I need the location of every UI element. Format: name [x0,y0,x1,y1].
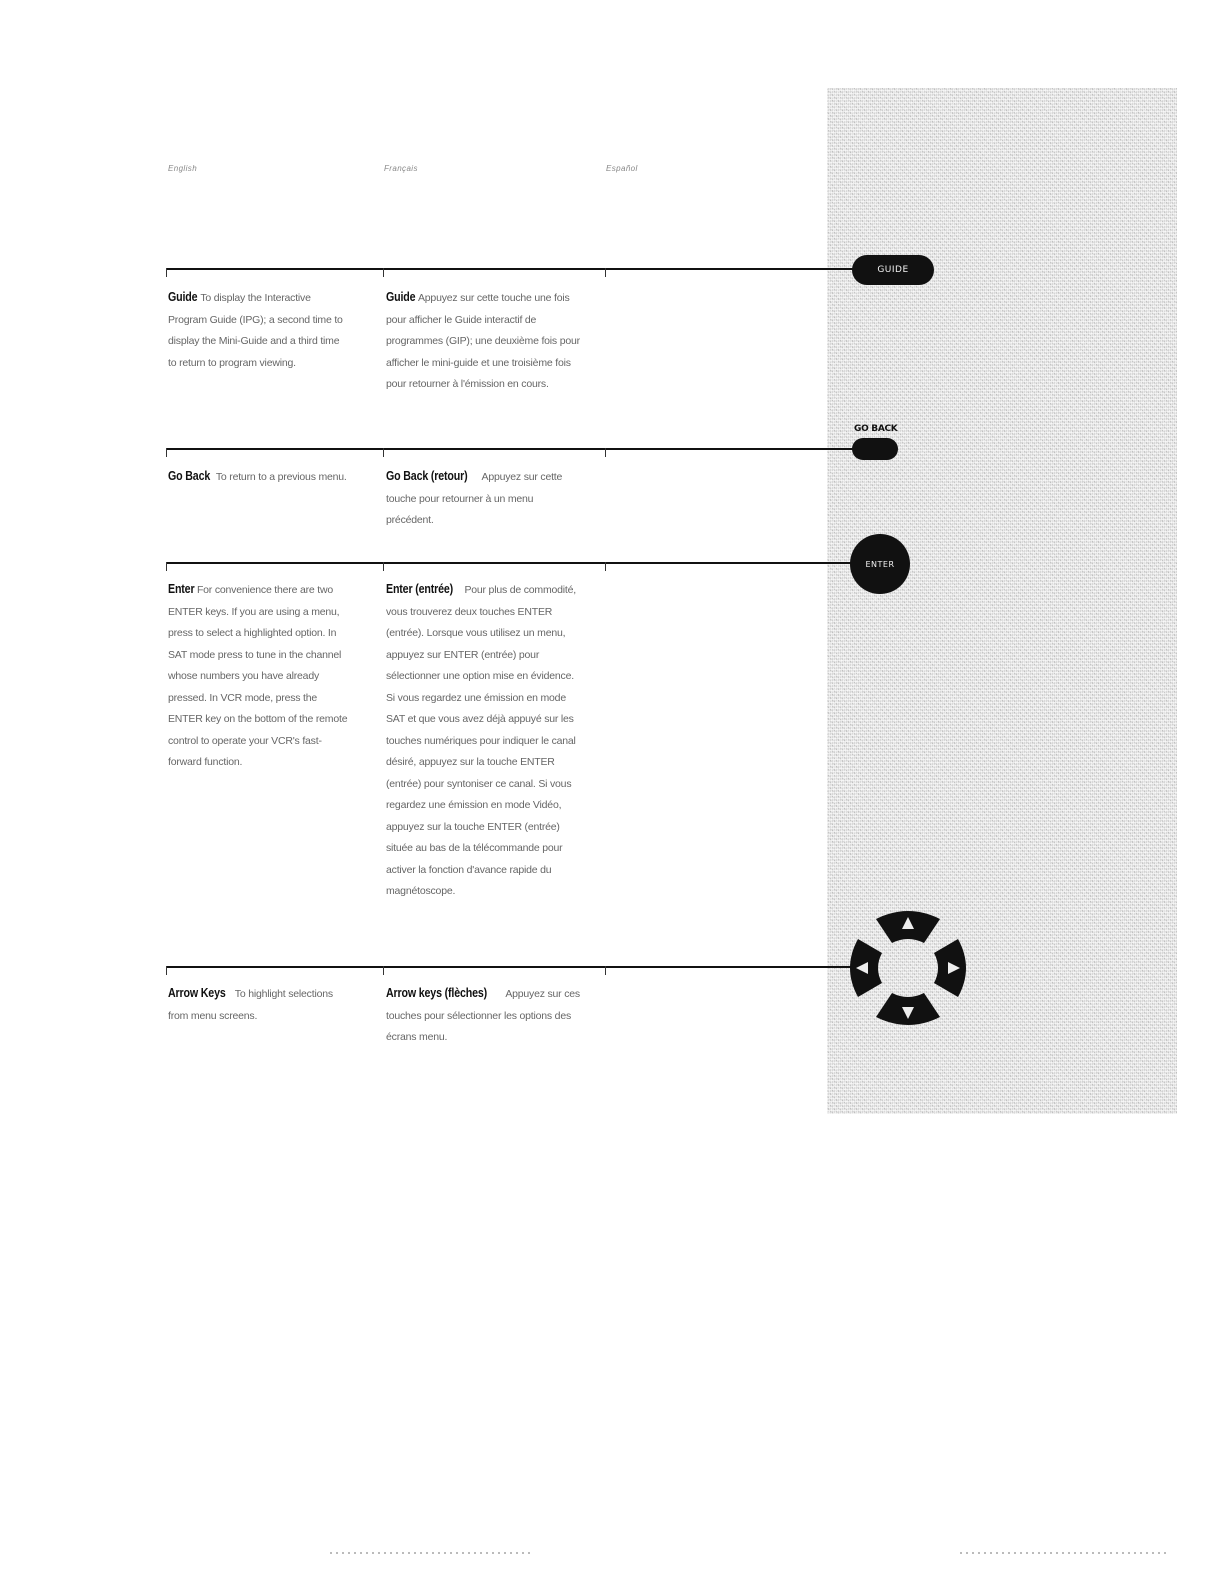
tick-mark [605,268,606,277]
tick-mark [166,966,167,975]
divider-enter [166,562,856,564]
entry-arrow-keys-french [386,982,582,1049]
entry-title: Guide [386,289,416,304]
entry-enter-english [168,578,354,774]
tick-mark [605,562,606,571]
entry-title: Enter [168,581,195,596]
go-back-button-label: GO BACK [854,424,898,434]
scan-artifact [960,1552,1170,1554]
entry-title: Go Back (retour) [386,468,468,483]
arrow-up-key[interactable] [876,911,940,943]
column-header-french: Français [384,164,418,173]
arrow-keys-dpad [848,909,968,1027]
tick-mark [383,562,384,571]
tick-mark [383,448,384,457]
go-back-button[interactable] [852,438,898,460]
divider-guide [166,268,856,270]
entry-text: To return to a previous menu. [215,471,347,483]
arrow-right-key[interactable] [934,939,966,997]
entry-title: Guide [168,289,198,304]
divider-go-back [166,448,856,450]
entry-text: Appuyez sur ces touches pour sélectionner les options des écrans menu. [386,988,580,1043]
arrow-down-key[interactable] [876,993,940,1025]
entry-guide-french [386,286,582,396]
entry-go-back-english [168,465,350,489]
entry-title: Arrow Keys [168,985,226,1000]
entry-text: Appuyez sur cette touche pour retourner à un menu précédent. [386,471,563,526]
entry-title: Go Back [168,468,211,483]
arrow-left-key[interactable] [850,939,882,997]
tick-mark [166,562,167,571]
tick-mark [166,448,167,457]
scan-artifact [330,1552,530,1554]
entry-text: To highlight selections from menu screens. [168,988,333,1022]
tick-mark [605,448,606,457]
guide-button[interactable]: GUIDE [852,255,934,285]
tick-mark [166,268,167,277]
entry-text: Appuyez sur cette touche une fois pour afficher le Guide interactif de programmes (GIP); une deuxième fois pour afficher le mini-guide et une troisième fois pour retourner à l'émission en cours. [386,292,580,390]
entry-text: Pour plus de commodité, vous trouverez deux touches ENTER (entrée). Lorsque vous utilisez un menu, appuyez sur ENTER (entrée) pour sélectionner une option mise en évidence. Si vous regardez une émission en mode SAT et que vous avez déjà appuyé sur les touches numériques pour indiquer le canal désiré, appuyez sur la touche ENTER (entrée) pour syntoniser ce canal. Si vous regardez une émission en mode Vidéo, appuyez sur la touche ENTER (entrée) située au bas de la télécommande pour activer la fonction d'avance rapide du magnétoscope. [386,584,576,897]
enter-button[interactable]: ENTER [850,534,910,594]
column-header-spanish: Español [606,164,638,173]
entry-text: For convenience there are two ENTER keys. If you are using a menu, press to select a highlighted option. In SAT mode press to tune in the channel whose numbers you have already pressed. In VCR mode, press the ENTER key on the bottom of the remote control to operate your VCR's fast-forward function. [168,584,348,768]
entry-title: Enter (entrée) [386,581,454,596]
entry-enter-french [386,578,582,903]
entry-arrow-keys-english [168,982,354,1027]
tick-mark [383,966,384,975]
entry-go-back-french [386,465,582,532]
entry-guide-english [168,286,350,374]
divider-arrow-keys [166,966,856,968]
tick-mark [605,966,606,975]
entry-text: To display the Interactive Program Guide (IPG); a second time to display the Mini-Guide and a third time to return to program viewing. [168,292,343,369]
column-header-english: English [168,164,198,173]
tick-mark [383,268,384,277]
entry-title: Arrow keys (flèches) [386,985,488,1000]
